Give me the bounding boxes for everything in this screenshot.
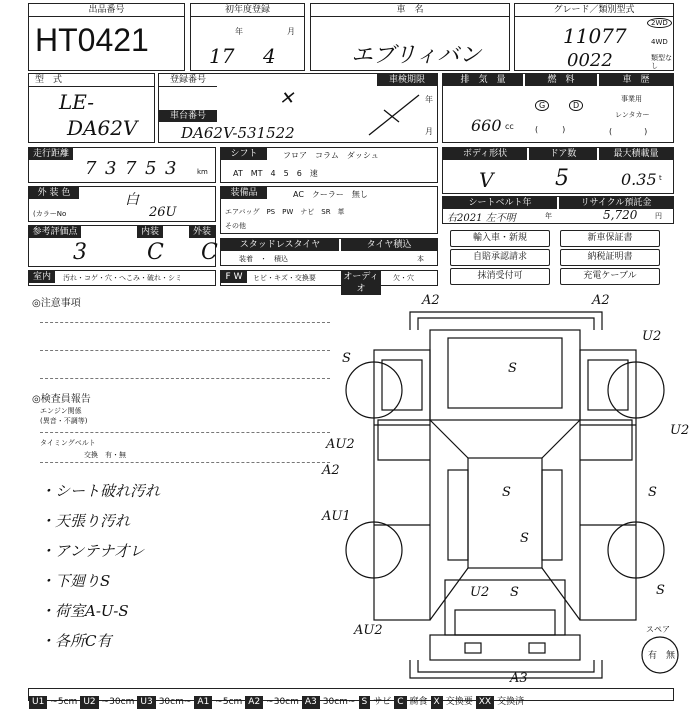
legend-text: ~30cm [101, 697, 135, 707]
equip-other: その他 [225, 222, 246, 230]
engine-sub: (異音・不調等) [40, 417, 88, 425]
shift-label: シフト [221, 148, 267, 160]
timing-label: タイミングベルト [40, 439, 96, 447]
exterior-label: 外装 [189, 226, 215, 238]
interior-condition: 汚れ・コゲ・穴・へこみ・破れ・シミ [63, 274, 182, 282]
note-line [40, 432, 330, 433]
shift-line2: AT MT 4 5 6 速 [233, 169, 318, 178]
tire-label: タイヤ積込 [341, 239, 437, 251]
note-text: 荷室A-U-S [55, 602, 129, 620]
history-business: 事業用 [621, 95, 642, 103]
drive-4wd: 4WD [651, 38, 668, 46]
fw-value: ヒビ・キズ・交換要 [253, 274, 316, 282]
legend-text: 30cm~ [322, 697, 356, 707]
score-value: 3 [73, 240, 87, 265]
lot-number: HT0421 [35, 22, 149, 58]
mileage-digit: 3 [105, 158, 117, 179]
grade-label: グレード／類別型式 [515, 4, 673, 17]
car-diagram [322, 290, 700, 686]
lot-label: 出品番号 [29, 4, 184, 17]
note-item: ・荷室A-U-S [40, 602, 129, 620]
load-value: 0.35 [621, 170, 657, 189]
mileage-digit: 7 [125, 158, 137, 179]
belt-value: 右2021 左不明 [447, 213, 516, 224]
equip-line1: AC クーラー 無し [293, 190, 368, 199]
note-item: ・下廻りS [40, 572, 111, 590]
studless-box [220, 238, 438, 266]
diagram-mark: S [508, 361, 517, 376]
fuel-label: 燃 料 [525, 74, 597, 86]
legend-code: C [394, 696, 406, 709]
legend-code: A3 [302, 696, 320, 709]
car-name-label: 車 名 [311, 4, 509, 17]
note-item: ・天張り汚れ [40, 512, 131, 530]
legend-code: U1 [29, 696, 47, 709]
note-text: アンテナ才レ [55, 542, 145, 560]
load-label: 最大積載量 [599, 148, 673, 160]
inspection-month-unit: 月 [425, 127, 433, 136]
doors-label: ドア数 [529, 148, 597, 160]
body-label: ボディ形状 [443, 148, 527, 160]
fuel-d: D [569, 100, 583, 111]
color-code-label: (カラーNo [33, 210, 67, 218]
car-name-box [310, 3, 510, 71]
import-button: 輸入車・新規 [450, 230, 550, 247]
legend-text: ~5cm [215, 697, 243, 707]
month-unit: 月 [287, 27, 295, 36]
score-label: 参考評価点 [29, 226, 81, 238]
model-value: LE- [59, 90, 95, 114]
diagram-mark: A2 [592, 293, 610, 308]
diagram-mark: U2 [470, 585, 490, 600]
legend-text: 30cm~ [158, 697, 192, 707]
legend-code: S [359, 696, 371, 709]
charge-cable-button: 充電ケーブル [560, 268, 660, 285]
warranty-button: 新車保証書 [560, 230, 660, 247]
note-line [40, 322, 330, 323]
diagram-mark: U2 [642, 329, 662, 344]
tire-unit: 本 [417, 255, 424, 263]
grade-box [514, 3, 674, 71]
recycle-unit: 円 [655, 212, 662, 220]
body-box [442, 147, 674, 194]
inspection-year-unit: 年 [425, 95, 433, 104]
recycle-value: 5,720 [603, 208, 638, 222]
mileage-digit: 7 [85, 158, 97, 179]
engine-label: エンジン関係 [40, 407, 82, 415]
note-line [40, 350, 330, 351]
displacement-label: 排 気 量 [443, 74, 523, 86]
fuel-paren: ( ) [535, 125, 566, 134]
diagram-mark: A3 [510, 671, 528, 686]
spare-label: スペア [646, 625, 670, 634]
history-label: 車 歴 [599, 74, 673, 86]
note-text: 下廻りS [55, 572, 111, 590]
note-item: ・シート破れ汚れ [40, 482, 161, 500]
tax-cert-button: 納税証明書 [560, 249, 660, 266]
equipment-box [220, 186, 438, 234]
legend-text: 交換済 [497, 697, 525, 707]
equip-line2: エアバッグ PS PW ナビ SR 革 [225, 208, 345, 216]
inspection-label: 車検期限 [377, 74, 437, 86]
legend-code: U3 [137, 696, 155, 709]
studless-options: 装着 ・ 積込 [239, 255, 288, 263]
grade-bottom: 0022 [567, 50, 613, 71]
spare-options: 有 無 [648, 651, 676, 661]
note-text: 各所C有 [55, 632, 112, 650]
drive-2wd: 2WD [647, 18, 672, 28]
fw-label: F W [221, 271, 247, 283]
year-value: 17 [209, 44, 235, 68]
exterior-value: C [201, 240, 218, 265]
note-text: 天張り汚れ [55, 512, 131, 530]
drive-none: 類型なし [651, 54, 672, 70]
diagram-mark: S [502, 485, 511, 500]
diagram-mark: AU2 [354, 623, 383, 638]
displacement-unit: cc [505, 122, 514, 131]
model-box [28, 73, 155, 143]
chassis-label: 車台番号 [159, 110, 217, 122]
studless-label: スタッドレスタイヤ [221, 239, 339, 251]
inspector-title: ◎検査員報告 [32, 394, 91, 405]
fw-box [220, 270, 438, 294]
legend-text: ~5cm [50, 697, 78, 707]
doors-value: 5 [555, 166, 569, 191]
legend-text: 交換要 [445, 697, 473, 707]
chassis-value: DA62V-531522 [181, 124, 295, 142]
color-value: 白 [125, 192, 139, 208]
color-label: 外 装 色 [29, 187, 79, 199]
month-value: 4 [263, 44, 276, 68]
audio-value: 欠・穴 [393, 274, 414, 282]
legend-code: XX [476, 696, 494, 709]
mileage-digits [85, 158, 185, 179]
note-text: シート破れ汚れ [55, 482, 161, 500]
first-registration-box [190, 3, 305, 71]
interior-label: 内装 [137, 226, 163, 238]
car-name: エブリィバン [351, 43, 482, 68]
interior-condition-label: 室内 [29, 271, 55, 283]
color-box [28, 186, 216, 222]
score-box [28, 225, 216, 267]
diagram-mark: S [648, 485, 657, 500]
history-rental: レンタカー [615, 111, 650, 119]
belt-unit: 年 [545, 212, 552, 220]
inspection-strike [364, 90, 424, 140]
diagram-mark: S [342, 351, 351, 366]
mileage-box [28, 147, 216, 183]
body-value: V [479, 168, 494, 192]
mileage-unit: km [197, 168, 208, 176]
self-cert-button: 自賠承認請求 [450, 249, 550, 266]
equip-label: 装備品 [221, 187, 267, 199]
color-code: 26U [149, 205, 177, 220]
damage-legend [28, 688, 674, 707]
belt-label: シートベルト年 [443, 197, 557, 209]
legend-code: X [431, 696, 443, 709]
displacement-value: 660 [471, 116, 502, 135]
note-item: ・アンテナ才レ [40, 542, 145, 560]
diagram-mark: S [656, 583, 665, 598]
registration-box [158, 73, 438, 143]
model-label: 型 式 [29, 74, 154, 87]
load-unit: t [659, 174, 662, 182]
note-item: ・各所C有 [40, 632, 112, 650]
shift-options: フロア コラム ダッシュ [283, 151, 379, 160]
displacement-box [442, 73, 674, 143]
audio-label: オーディオ [341, 271, 381, 295]
model-code: DA62V [67, 116, 138, 140]
diagram-mark: AU1 [322, 509, 351, 524]
legend-code: U2 [80, 696, 98, 709]
notes-title: ◎注意事項 [32, 298, 81, 309]
legend-code: A1 [194, 696, 212, 709]
diagram-mark: A2 [422, 293, 440, 308]
mileage-digit: 5 [145, 158, 157, 179]
inspector-notes [40, 480, 160, 660]
legend-code: A2 [245, 696, 263, 709]
diagram-mark: S [520, 531, 529, 546]
fuel-g: G [535, 100, 549, 111]
history-paren: ( ) [609, 127, 648, 136]
timing-value: 交換 有・無 [84, 451, 126, 459]
diagram-mark: S [510, 585, 519, 600]
interior-condition-box [28, 270, 216, 286]
legend-text: サビ [373, 697, 392, 707]
year-unit: 年 [235, 27, 243, 36]
grade-top: 11077 [563, 24, 627, 48]
diagram-mark: AU2 [326, 437, 355, 452]
reg-value: ✕ [279, 88, 295, 109]
mileage-digit: 3 [165, 158, 177, 179]
reg-label: 登録番号 [159, 74, 217, 87]
diagram-mark: A2 [322, 463, 340, 478]
cancel-button: 抹消受付可 [450, 268, 550, 285]
legend-text: 腐食 [409, 697, 428, 707]
interior-value: C [147, 240, 164, 265]
recycle-label: リサイクル預託金 [559, 197, 673, 209]
diagram-mark: U2 [670, 423, 690, 438]
note-line [40, 378, 330, 379]
mileage-label: 走行距離 [29, 148, 73, 160]
shift-box [220, 147, 438, 183]
year-label: 初年度登録 [191, 4, 304, 17]
seatbelt-box [442, 196, 674, 224]
lot-number-box [28, 3, 185, 71]
legend-text: ~30cm [266, 697, 299, 707]
note-line [40, 462, 330, 463]
